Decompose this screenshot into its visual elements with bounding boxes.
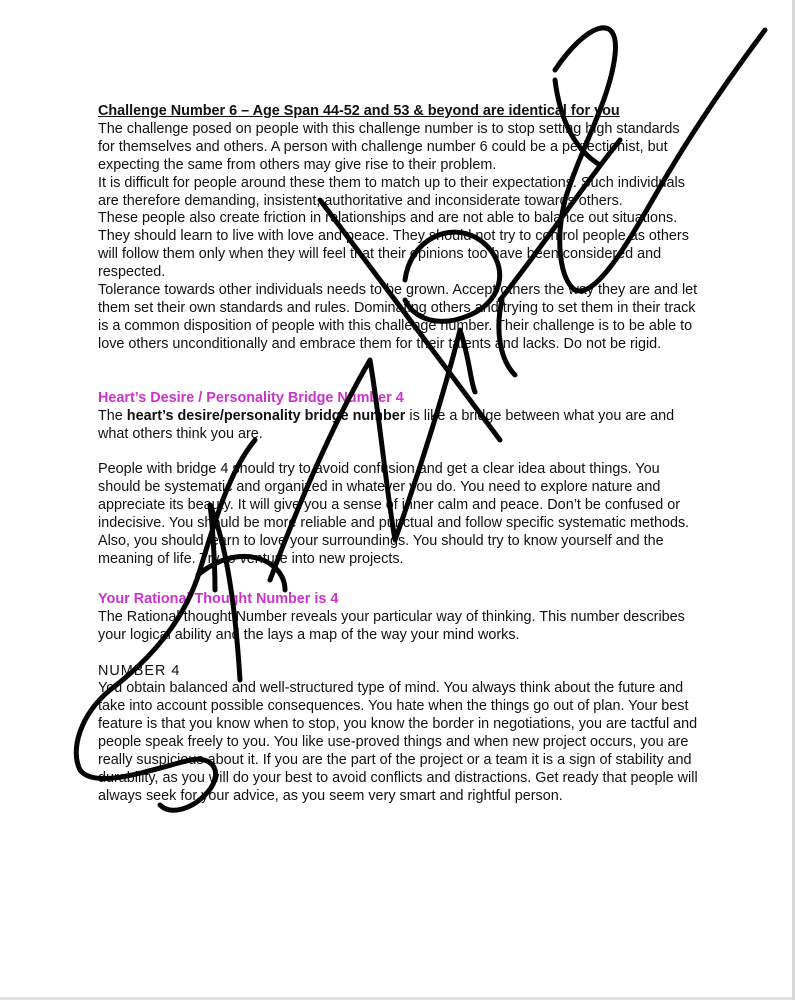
rational-intro: The Rational thought Number reveals your particular way of thinking. This number describes your logical ability and the lays a map of the way your mind works.	[98, 608, 685, 643]
heart-intro	[98, 408, 698, 444]
challenge-paragraph-1: The challenge posed on people with this challenge number is to stop setting high standards for themselves and others. A person with challenge number 6 could be a perfectionist, but expecting the same from others may give rise to their problem.	[98, 120, 680, 173]
heart-intro-end: is like a bridge between what you are and what others think you are.	[98, 407, 675, 442]
paragraph-spacer	[98, 443, 698, 461]
challenge-heading: Challenge Number 6 – Age Span 44-52 and 53 & beyond are identical for you	[98, 103, 620, 119]
rational-body: You obtain balanced and well-structured type of mind. You always think about the future and take into account possible consequences. You hate when the things go out of plan. Your best feature is that you know when to stop, you know the border in negotiations, you are tactful and people speak freely to you. You like use-proved things and when new project occurs, you are really suspicious about it. If you are the part of the project or a team it is a sign of stability and durability, as you will do your best to avoid conflicts and distractions. Get ready that people will always seek for your advice, as you seem very smart and rightful person.	[98, 680, 698, 804]
number-label: NUMBER 4	[98, 662, 181, 679]
section-spacer	[98, 354, 698, 390]
challenge-paragraph-3: These people also create friction in relationships and are not able to balance out situations. They should learn to live with love and peace. They should not try to control people as others will follow them only when they will feel that their opinions too have been considered and respected.	[98, 210, 689, 281]
challenge-paragraph-4: Tolerance towards other individuals needs to be grown. Accept others the way they are and let them set their own standards and rules. Dominating others and trying to set them in their track is a common disposition of people with this challenge number. Their challenge is to be able to love others unconditionally and embrace them for their talents and lacks. Do not be rigid.	[98, 282, 698, 352]
challenge-paragraph-2: It is difficult for people around these them to match up to their expectations. Such individuals are therefore demanding, insistent, authoritative and inconsiderate towards others.	[98, 174, 685, 209]
heart-intro-bold: heart’s desire/personality bridge number	[126, 407, 406, 424]
paragraph-spacer	[98, 645, 698, 663]
rational-heading: Your Rational Thought Number is 4	[98, 590, 339, 607]
heart-intro-start: The	[98, 407, 127, 424]
heart-body: People with bridge 4 should try to avoid confusion and get a clear idea about things. You should be systematic and organized in whatever you do. You need to explore nature and appreciate its beauty. It will give you a sense of inner calm and peace. Don’t be confused or indecisive. You should be more reliable and punctual and follow specific systematic methods. Also, you should learn to love your surroundings. You should try to know yourself and the meaning of life. Try to venture into new projects.	[98, 461, 690, 567]
heart-heading: Heart’s Desire / Personality Bridge Number 4	[98, 389, 404, 406]
section-spacer	[98, 569, 698, 591]
document-body	[98, 103, 698, 806]
